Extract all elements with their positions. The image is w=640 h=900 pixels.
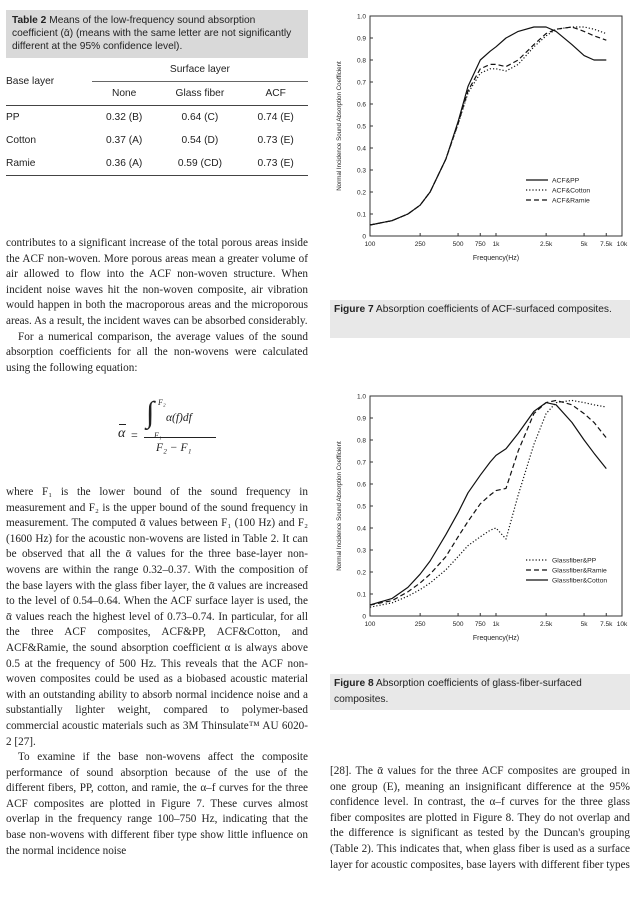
series-line xyxy=(370,400,606,607)
integrand: α(f)df xyxy=(166,412,192,424)
y-tick-label: 1.0 xyxy=(356,13,366,21)
paragraph: where F₁ is the lower bound of the sound frequency in measurement and F₂ is the upper bound of the sound frequency in measurement. The computed ᾱ values between F₁ (100 Hz) and F₂ (1600 Hz) for the acoustic non-wovens are listed in Table 2. It can be observed that all the ᾱ values for the three base-layer non-wovens are within the range 0.32–0.37. With the composition of the base layers with the glass fiber layer, the ᾱ values are increased to the level of 0.54–0.64. When the ACF surface layer is used, the ᾱ values reach the highest level of 0.73–0.74. In particular, for all the three ACF composites, ACF&PP, ACF&Cotton, and ACF&Ramie, the sound absorption coefficient α is always above 0.5 at the frequency of 500 Hz. This reveals that the ACF non-woven composites could be used as a biobased acoustic material with an outstanding ability to absorb normal incidence noise and a substantially lighter weight, compared to polymer-based commercial acoustic materials such as 3M Thinsulate™ AU 6020-2 [27]. xyxy=(6,486,308,748)
y-tick-label: 0.2 xyxy=(356,569,366,577)
table-caption xyxy=(6,10,308,58)
integral-sign: ∫ xyxy=(146,396,155,429)
x-tick-label: 250 xyxy=(414,621,426,628)
x-tick-label: 750 xyxy=(474,621,486,628)
x-tick-label: 100 xyxy=(364,241,376,248)
y-tick-label: 1.0 xyxy=(356,393,366,401)
legend-label: ACF&Ramie xyxy=(552,197,590,205)
row-name: PP xyxy=(6,112,20,123)
cell-value: 0.74 (E) xyxy=(257,112,294,123)
x-tick-label: 7.5k xyxy=(600,241,613,248)
x-tick-label: 10k xyxy=(616,241,628,248)
legend-label: ACF&Cotton xyxy=(552,187,591,195)
equation-equals: = xyxy=(131,428,138,442)
integral-upper-limit: F₂ xyxy=(158,398,166,407)
paragraph: [28]. The ᾱ values for the three ACF composites are grouped in one group (E), meaning an insignificant difference at the 95% confidence level. In contrast, the α–f curves for the three glass fiber composites are plotted in Figure 8. They do not overlap and the difference is significant as tested by the Duncan's grouping (Table 2). This indicates that, when glass fiber is used as a surface layer for acoustic composites, base layers with different fiber types xyxy=(330,765,630,871)
x-tick-label: 7.5k xyxy=(600,621,613,628)
x-tick-label: 2.5k xyxy=(539,621,553,628)
integral-lower-limit: F₁ xyxy=(154,431,162,440)
figure-8-chart xyxy=(330,384,630,676)
row-name: Cotton xyxy=(6,135,37,146)
series-line xyxy=(370,27,606,225)
header-acf: ACF xyxy=(243,82,308,106)
y-tick-label: 0.7 xyxy=(356,459,366,467)
denominator: F₂ − F₁ xyxy=(156,442,192,454)
y-tick-label: 0.3 xyxy=(356,167,366,175)
table-caption-text: Means of the low-frequency sound absorption coefficient (ᾱ) (means with the same letter are not significantly different at the 95% confidence level). xyxy=(12,15,292,52)
x-tick-label: 100 xyxy=(364,621,376,628)
fraction-bar xyxy=(144,437,216,438)
equation-alpha: α xyxy=(118,426,126,441)
y-tick-label: 0.6 xyxy=(356,481,366,489)
figure-caption-text: Absorption coefficients of glass-fiber-surfaced composites. xyxy=(334,678,582,705)
y-tick-label: 0.3 xyxy=(356,547,366,555)
header-none: None xyxy=(92,82,157,106)
table-label: Table 2 xyxy=(12,15,47,26)
paragraph: For a numerical comparison, the average values of the sound absorption coefficients for all the non-wovens were calculated using the following equation: xyxy=(6,330,308,374)
x-tick-label: 500 xyxy=(452,241,464,248)
figure-7-chart xyxy=(330,4,630,294)
legend-label: Glassfiber&PP xyxy=(552,557,597,565)
figure-label: Figure 8 xyxy=(334,678,374,689)
legend-label: ACF&PP xyxy=(552,177,580,185)
y-tick-label: 0 xyxy=(362,233,366,241)
overbar xyxy=(119,424,126,425)
legend-label: Glassfiber&Cotton xyxy=(552,577,608,585)
table-row xyxy=(6,106,308,130)
y-tick-label: 0.5 xyxy=(356,123,366,131)
header-base-layer: Base layer xyxy=(6,58,92,106)
y-tick-label: 0.1 xyxy=(356,211,366,219)
figure-8 xyxy=(330,384,630,676)
y-tick-label: 0.4 xyxy=(356,525,366,533)
table-2 xyxy=(6,10,308,176)
x-tick-label: 1k xyxy=(492,621,500,628)
x-tick-label: 2.5k xyxy=(539,241,553,248)
x-tick-label: 500 xyxy=(452,621,464,628)
cell-value: 0.36 (A) xyxy=(92,152,157,176)
x-tick-label: 750 xyxy=(474,241,486,248)
header-surface-layer: Surface layer xyxy=(92,58,308,82)
data-table xyxy=(6,58,308,176)
y-tick-label: 0.9 xyxy=(356,415,366,423)
y-tick-label: 0 xyxy=(362,613,366,621)
table-row xyxy=(6,152,308,176)
paragraph: contributes to a significant increase of the total porous areas inside the ACF non-woven. More porous areas mean a greater volume of air allowed to flow into the ACF non-woven structure. When incident noise waves hit the non-woven composite, air vibration would happen in both the macroporous areas and the microporous areas. As a result, the incident waves can be absorbed considerably. xyxy=(6,237,308,327)
cell-value: 0.59 (CD) xyxy=(156,152,243,176)
x-tick-label: 5k xyxy=(580,621,588,628)
header-glass-fiber: Glass fiber xyxy=(156,82,243,106)
y-tick-label: 0.6 xyxy=(356,101,366,109)
cell-value: 0.73 (E) xyxy=(257,135,294,146)
body-text-right xyxy=(330,764,630,873)
x-tick-label: 1k xyxy=(492,241,500,248)
y-axis-label: Normal Incidence Sound Absorption Coefficient xyxy=(336,61,343,191)
paragraph: To examine if the base non-wovens affect the composite performance of sound absorption because of the use of the different fibers, PP, cotton, and ramie, the α–f curves for the three ACF composites are plotted in Figure 7. These curves almost overlap in the frequency range 100–750 Hz, indicating that the base non-wovens with different fiber type show little influence on the normal incidence noise xyxy=(6,751,308,857)
figure-7 xyxy=(330,4,630,294)
x-axis-label: Frequency(Hz) xyxy=(472,255,520,262)
y-tick-label: 0.8 xyxy=(356,437,366,445)
x-axis-label: Frequency(Hz) xyxy=(472,635,520,642)
series-line xyxy=(370,27,606,225)
y-tick-label: 0.8 xyxy=(356,57,366,65)
body-text-upper xyxy=(6,236,308,376)
series-line xyxy=(370,403,606,605)
figure-7-caption xyxy=(330,300,630,338)
series-line xyxy=(370,27,606,225)
row-name: Ramie xyxy=(6,152,92,176)
table-row xyxy=(6,129,308,152)
x-tick-label: 10k xyxy=(616,621,628,628)
y-tick-label: 0.7 xyxy=(356,79,366,87)
y-tick-label: 0.1 xyxy=(356,591,366,599)
y-tick-label: 0.9 xyxy=(356,35,366,43)
figure-8-caption xyxy=(330,674,630,710)
y-tick-label: 0.5 xyxy=(356,503,366,511)
cell-value: 0.73 (E) xyxy=(243,152,308,176)
legend-label: Glassfiber&Ramie xyxy=(552,567,607,575)
figure-caption-text: Absorption coefficients of ACF-surfaced composites. xyxy=(375,304,612,315)
figure-label: Figure 7 xyxy=(334,304,374,315)
y-axis-label: Normal Incidence Sound Absorption Coefficient xyxy=(336,441,343,571)
cell-value: 0.54 (D) xyxy=(181,135,219,146)
cell-value: 0.37 (A) xyxy=(106,135,143,146)
body-text-lower xyxy=(6,485,308,859)
x-tick-label: 5k xyxy=(580,241,588,248)
x-tick-label: 250 xyxy=(414,241,426,248)
cell-value: 0.32 (B) xyxy=(106,112,143,123)
y-tick-label: 0.4 xyxy=(356,145,366,153)
y-tick-label: 0.2 xyxy=(356,189,366,197)
cell-value: 0.64 (C) xyxy=(181,112,219,123)
average-absorption-equation xyxy=(118,398,228,476)
